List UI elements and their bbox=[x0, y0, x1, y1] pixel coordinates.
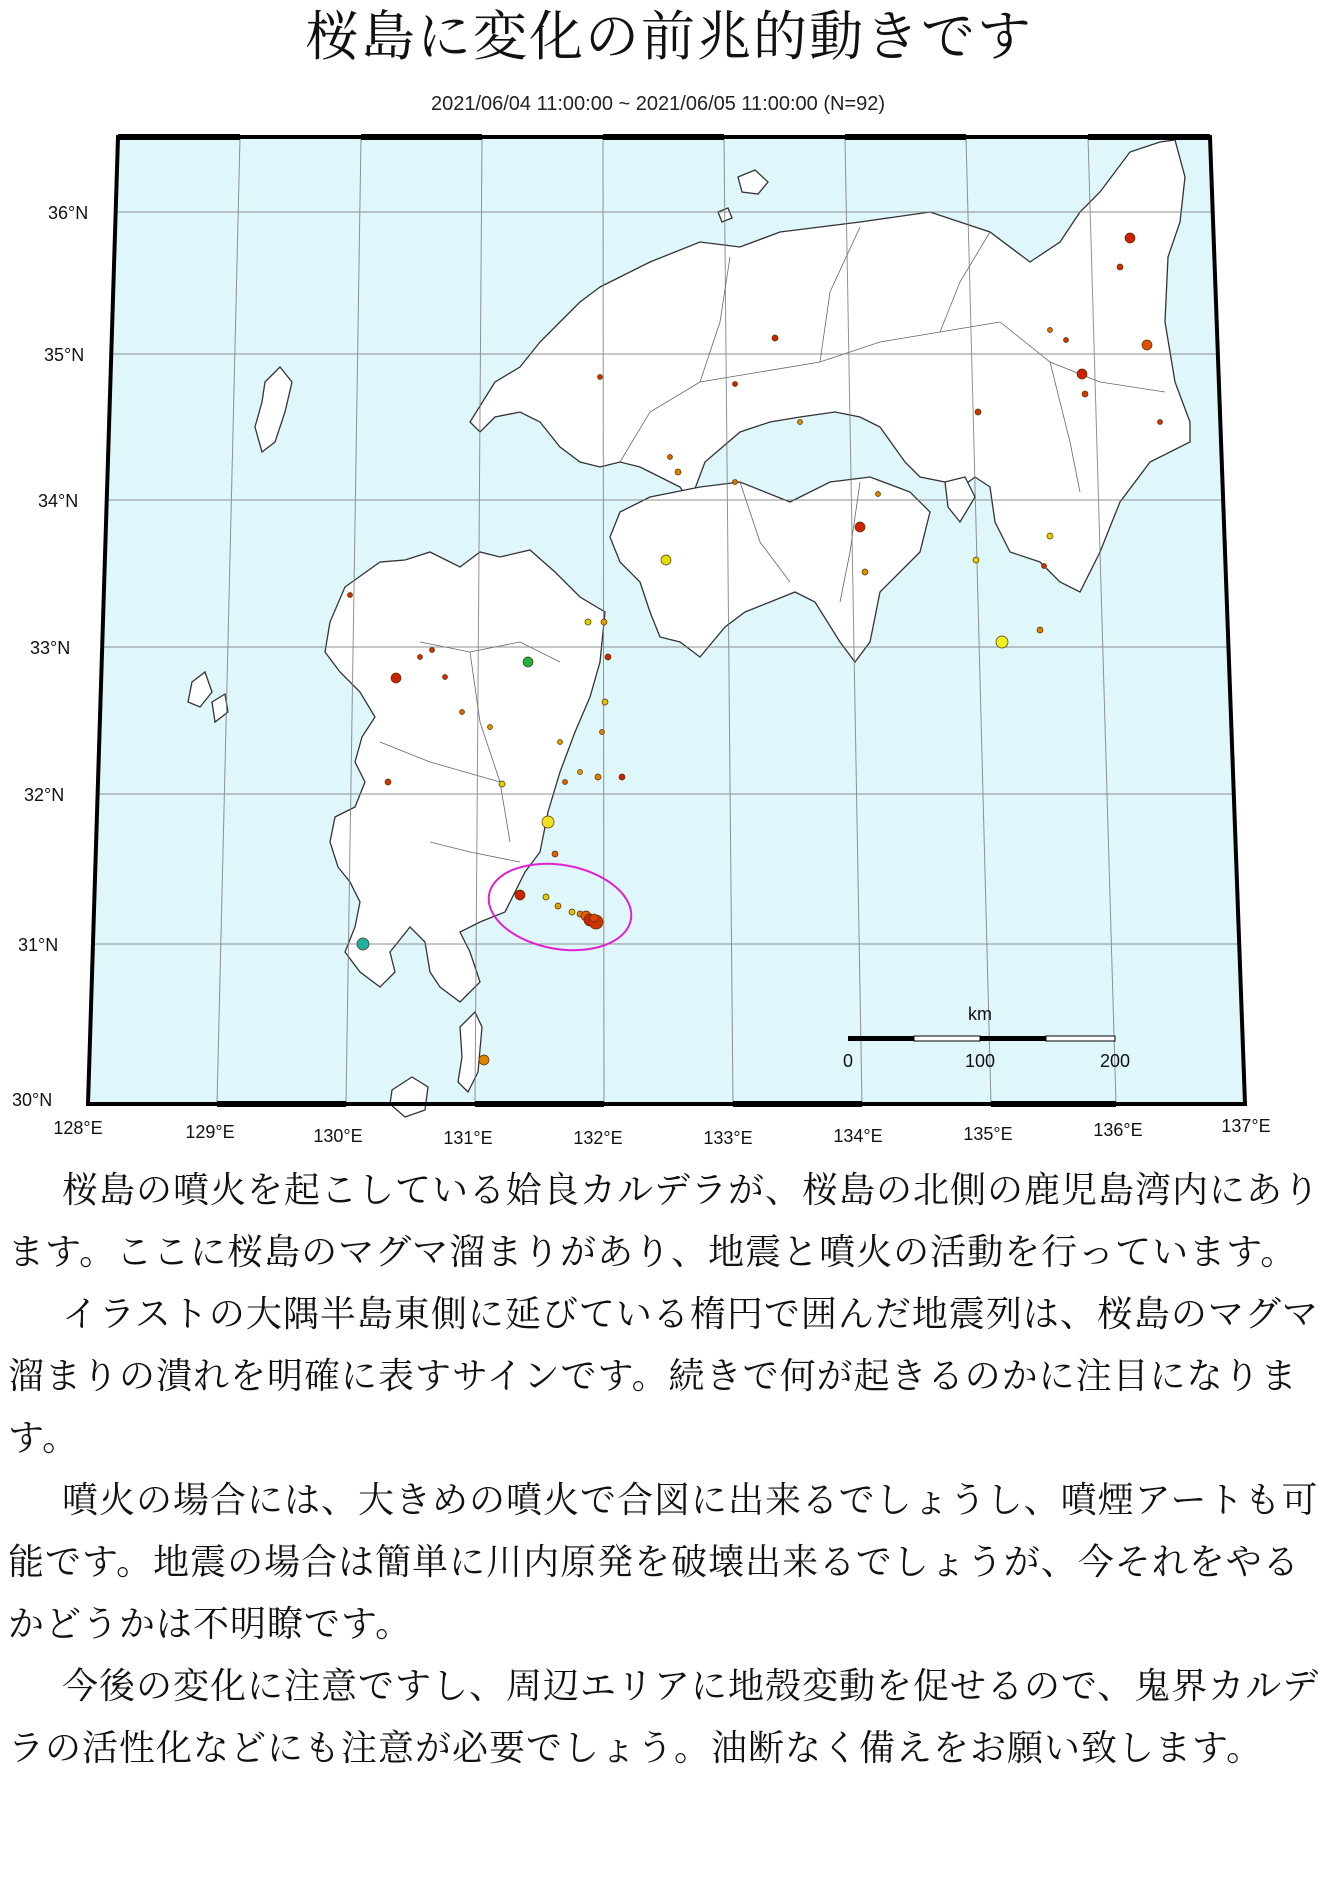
scale-tick: 200 bbox=[1099, 1051, 1131, 1071]
paragraph: 噴火の場合には、大きめの噴火で合図に出来るでしょうし、噴煙アートも可能です。地震の場合は簡単に川内原発を破壊出来るでしょうが、今それをやるかどうかは不明瞭です。 bbox=[8, 1480, 1319, 1645]
lat-labels bbox=[12, 203, 88, 1110]
map-period-header: 2021/06/04 11:00:00 ~ 2021/06/05 11:00:00 (N=92) bbox=[430, 93, 886, 115]
paragraph: 桜島の噴火を起こしている姶良カルデラが、桜島の北側の鹿児島湾内にあります。ここに桜島のマグマ溜まりがあり、地震と噴火の活動を行っています。 bbox=[8, 1170, 1321, 1273]
lon-label: 128°E bbox=[53, 1118, 103, 1138]
lat-label: 33°N bbox=[30, 638, 71, 658]
earthquake-map bbox=[0, 82, 1338, 1162]
paragraph: イラストの大隅半島東側に延びている楕円で囲んだ地震列は、桜島のマグマ溜まりの潰れを明確に表すサインです。続きで何が起きるのかに注目になります。 bbox=[8, 1294, 1319, 1459]
lat-label: 36°N bbox=[48, 203, 89, 223]
scale-unit: km bbox=[968, 1004, 992, 1024]
lon-label: 136°E bbox=[1093, 1120, 1143, 1140]
scale-tick: 0 bbox=[842, 1051, 854, 1071]
lat-label: 34°N bbox=[38, 491, 79, 511]
scale-tick: 100 bbox=[964, 1051, 996, 1071]
page-title: 桜島に変化の前兆的動きです bbox=[305, 5, 1033, 68]
lat-label: 30°N bbox=[12, 1090, 53, 1110]
lat-label: 31°N bbox=[18, 935, 59, 955]
lat-label: 35°N bbox=[44, 345, 85, 365]
lon-labels bbox=[53, 1116, 1270, 1148]
lon-label: 133°E bbox=[703, 1128, 753, 1148]
lon-label: 137°E bbox=[1221, 1116, 1271, 1136]
lon-label: 131°E bbox=[443, 1128, 493, 1148]
lon-label: 135°E bbox=[963, 1124, 1013, 1144]
article-body bbox=[8, 1160, 1328, 1780]
lon-label: 129°E bbox=[185, 1122, 235, 1142]
lon-label: 132°E bbox=[573, 1128, 623, 1148]
paragraph: 今後の変化に注意ですし、周辺エリアに地殻変動を促せるので、鬼界カルデラの活性化などにも注意が必要でしょう。油断なく備えをお願い致します。 bbox=[8, 1666, 1320, 1769]
lat-label: 32°N bbox=[24, 785, 65, 805]
lon-label: 134°E bbox=[833, 1126, 883, 1146]
lon-label: 130°E bbox=[313, 1126, 363, 1146]
